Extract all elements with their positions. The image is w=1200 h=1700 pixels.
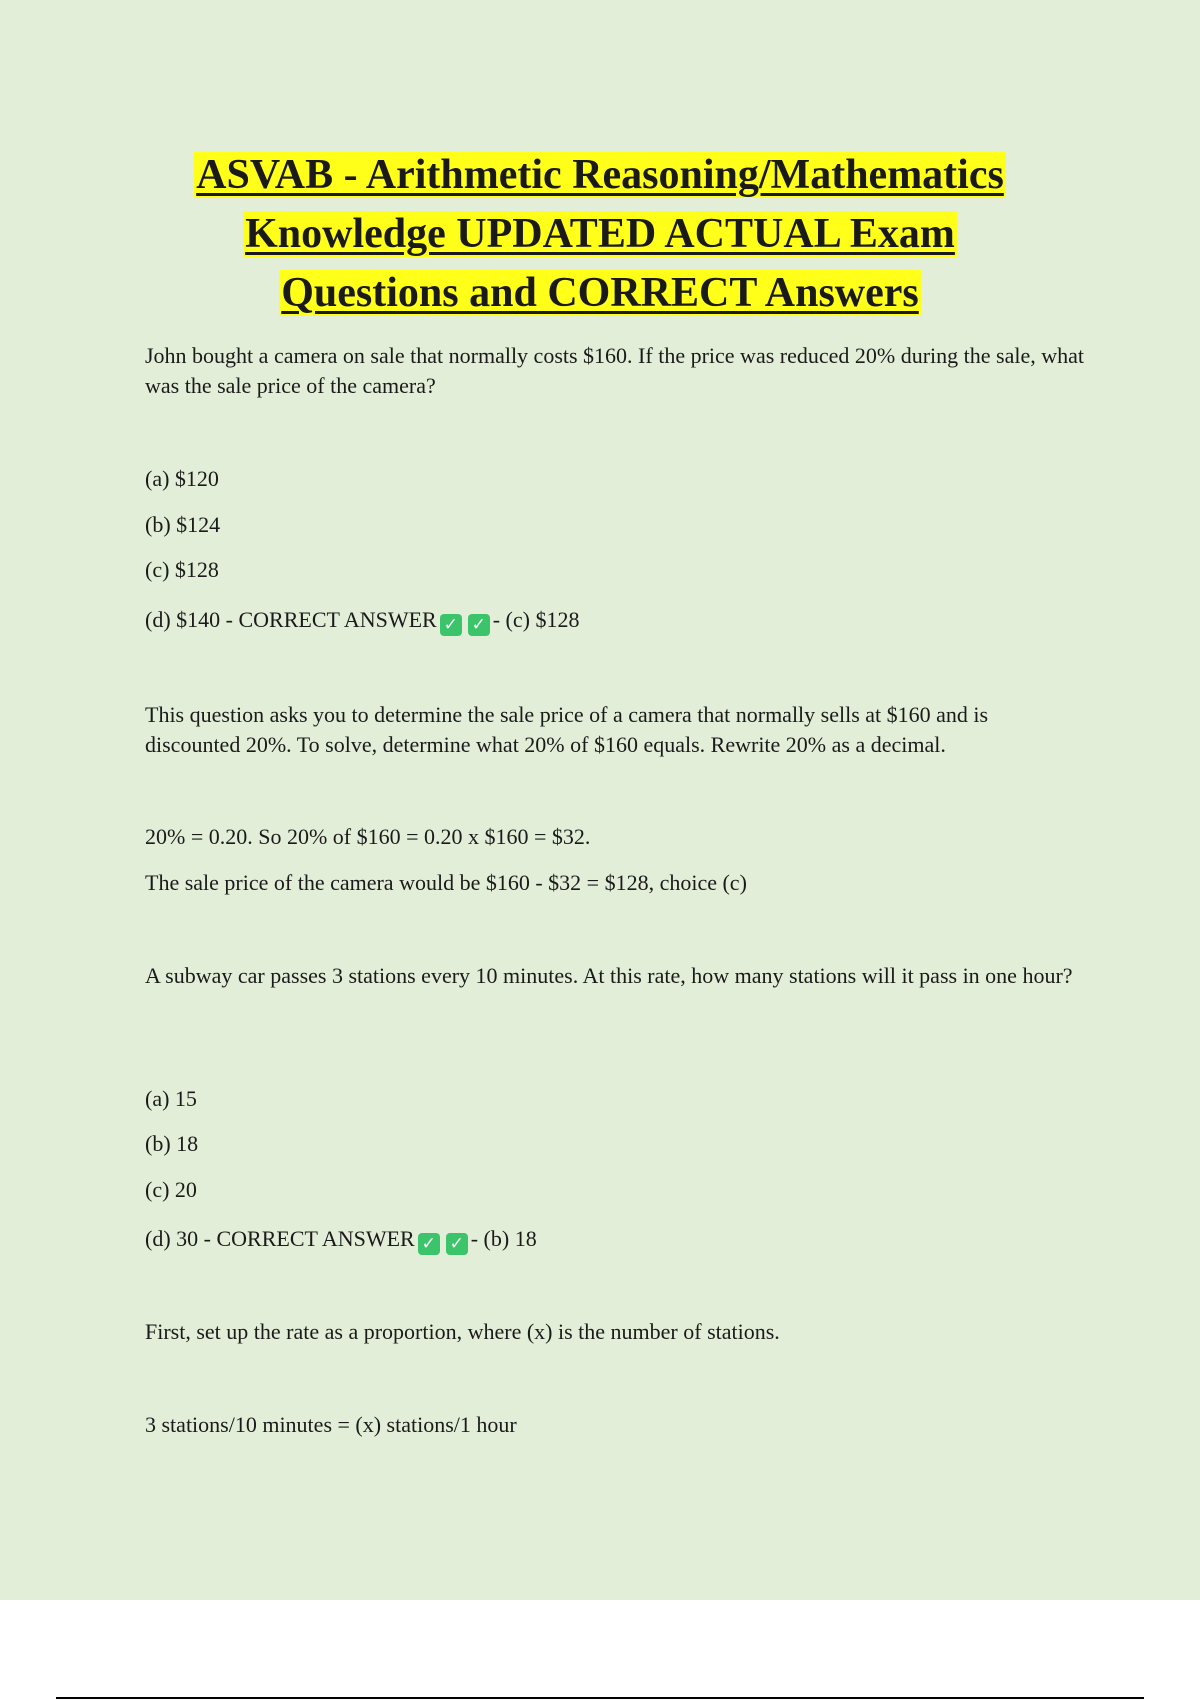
q2-option-d-line bbox=[145, 1224, 1085, 1255]
title-line-1: ASVAB - Arithmetic Reasoning/Mathematics bbox=[196, 152, 1004, 198]
q2-correct-answer: - (b) 18 bbox=[470, 1226, 537, 1251]
check-box-icon: ✓ bbox=[468, 614, 490, 636]
q1-question: John bought a camera on sale that normally costs $160. If the price was reduced 20% during the sale, what was the sale price of the camera? bbox=[145, 343, 1084, 398]
q2-option-a: (a) 15 bbox=[145, 1086, 197, 1111]
q1-option-d-line bbox=[145, 605, 1085, 636]
q1-option-d: (d) $140 - CORRECT ANSWER bbox=[145, 607, 437, 632]
q2-option-c: (c) 20 bbox=[145, 1177, 197, 1202]
document-title bbox=[0, 146, 1200, 323]
footer-rule bbox=[56, 1697, 1144, 1699]
check-box-icon: ✓ bbox=[446, 1233, 468, 1255]
check-box-icon: ✓ bbox=[440, 614, 462, 636]
q2-question: A subway car passes 3 stations every 10 minutes. At this rate, how many stations will it pass in one hour? bbox=[145, 963, 1073, 988]
q1-option-c: (c) $128 bbox=[145, 557, 219, 582]
q2-option-b: (b) 18 bbox=[145, 1131, 199, 1156]
check-box-icon: ✓ bbox=[418, 1233, 440, 1255]
q1-explanation: This question asks you to determine the sale price of a camera that normally sells at $160 and is discounted 20%. To solve, determine what 20% of $160 equals. Rewrite 20% as a decimal. bbox=[145, 702, 989, 757]
q1-work-1: 20% = 0.20. So 20% of $160 = 0.20 x $160 = $32. bbox=[145, 824, 591, 849]
q2-work-1: 3 stations/10 minutes = (x) stations/1 hour bbox=[145, 1412, 517, 1437]
q1-work-2: The sale price of the camera would be $160 - $32 = $128, choice (c) bbox=[145, 870, 747, 895]
title-line-3: Questions and CORRECT Answers bbox=[281, 270, 919, 316]
q1-option-a: (a) $120 bbox=[145, 466, 219, 491]
q1-option-b: (b) $124 bbox=[145, 512, 221, 537]
title-line-2: Knowledge UPDATED ACTUAL Exam bbox=[245, 211, 955, 257]
q1-correct-answer: - (c) $128 bbox=[492, 607, 580, 632]
q2-explanation: First, set up the rate as a proportion, where (x) is the number of stations. bbox=[145, 1319, 780, 1344]
q2-option-d: (d) 30 - CORRECT ANSWER bbox=[145, 1226, 415, 1251]
